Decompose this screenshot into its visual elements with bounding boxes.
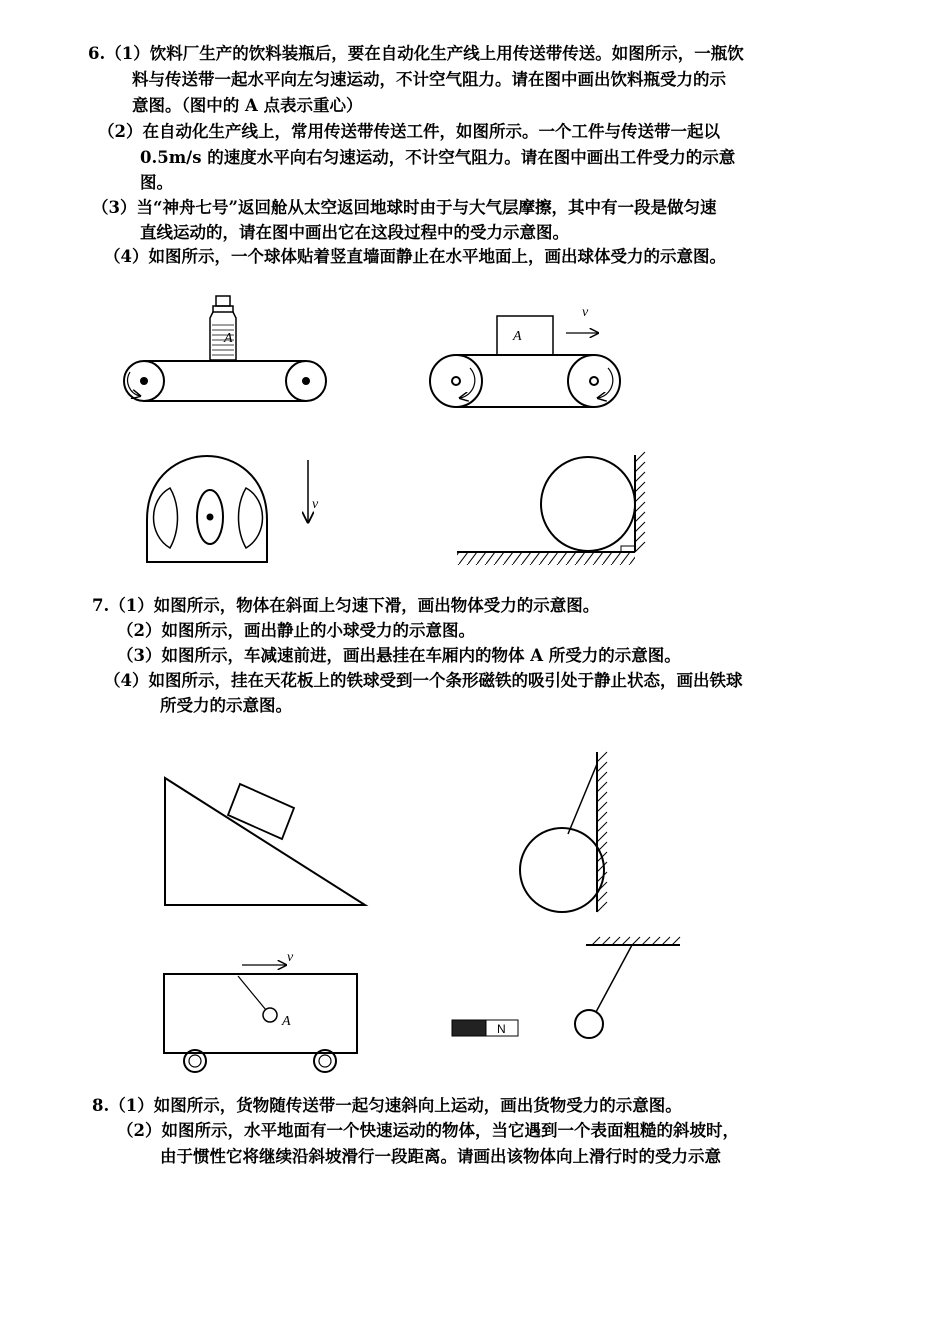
q6-line-5: 0.5m/s 的速度水平向右匀速运动，不计空气阻力。请在图中画出工件受力的示意: [140, 148, 736, 167]
q6-line-7: （3）当“神舟七号”返回舱从太空返回地球时由于与大气层摩擦，其中有一段是做匀速: [92, 198, 717, 217]
fig-car: [164, 965, 357, 1072]
q8-line-2: （2）如图所示，水平地面有一个快速运动的物体，当它遇到一个表面粗糙的斜坡时，: [117, 1121, 739, 1140]
bottle-icon: [210, 296, 236, 360]
fig-capsule: [147, 456, 308, 562]
magnet-s-half: [452, 1020, 486, 1036]
fig-block-conveyor: [430, 316, 620, 407]
car-A-label: A: [282, 1014, 291, 1029]
q6-line-8: 直线运动的，请在图中画出它在这段过程中的受力示意图。: [140, 223, 569, 242]
q8-line-1: 8.（1）如图所示，货物随传送带一起匀速斜向上运动，画出货物受力的示意图。: [92, 1096, 682, 1115]
fig-hanging-ball-wall: [520, 752, 607, 912]
fig-incline: [165, 778, 365, 905]
q7-line-1: 7.（1）如图所示，物体在斜面上匀速下滑，画出物体受力的示意图。: [92, 596, 600, 615]
block-A-label: A: [513, 329, 522, 344]
block-on-incline: [228, 784, 294, 839]
q7-line-4: （4）如图所示，挂在天花板上的铁球受到一个条形磁铁的吸引处于静止状态，画出铁球: [104, 671, 743, 690]
q7-line-2: （2）如图所示，画出静止的小球受力的示意图。: [117, 621, 475, 640]
q7-line-3: （3）如图所示，车减速前进，画出悬挂在车厢内的物体 A 所受力的示意图。: [117, 646, 681, 665]
q6-line-3: 意图。（图中的 A 点表示重心）: [132, 96, 363, 115]
v-label-2: v: [312, 497, 319, 512]
q6-line-6: 图。: [140, 173, 173, 192]
fig-ball-wall: [457, 452, 645, 565]
v-label-1: v: [582, 305, 589, 320]
bottle-A-label: A: [224, 331, 233, 346]
q6-line-4: （2）在自动化生产线上，常用传送带传送工件，如图所示。一个工件与传送带一起以: [98, 122, 720, 141]
q6-line-1: 6.（1）饮料厂生产的饮料装瓶后，要在自动化生产线上用传送带传送。如图所示，一瓶饮: [88, 44, 744, 63]
q6-line-9: （4）如图所示，一个球体贴着竖直墙面静止在水平地面上，画出球体受力的示意图。: [104, 247, 726, 266]
q6-line-2: 料与传送带一起水平向左匀速运动，不计空气阻力。请在图中画出饮料瓶受力的示: [132, 70, 726, 89]
fig-magnet-ball: [452, 937, 680, 1038]
workpiece-block: [497, 316, 553, 355]
q7-line-5: 所受力的示意图。: [160, 696, 292, 715]
q8-line-3: 由于惯性它将继续沿斜坡滑行一段距离。请画出该物体向上滑行时的受力示意: [160, 1147, 721, 1166]
magnet-N-label: N: [497, 1022, 506, 1036]
v-label-3: v: [287, 950, 294, 965]
fig-bottle-conveyor: [124, 296, 326, 401]
